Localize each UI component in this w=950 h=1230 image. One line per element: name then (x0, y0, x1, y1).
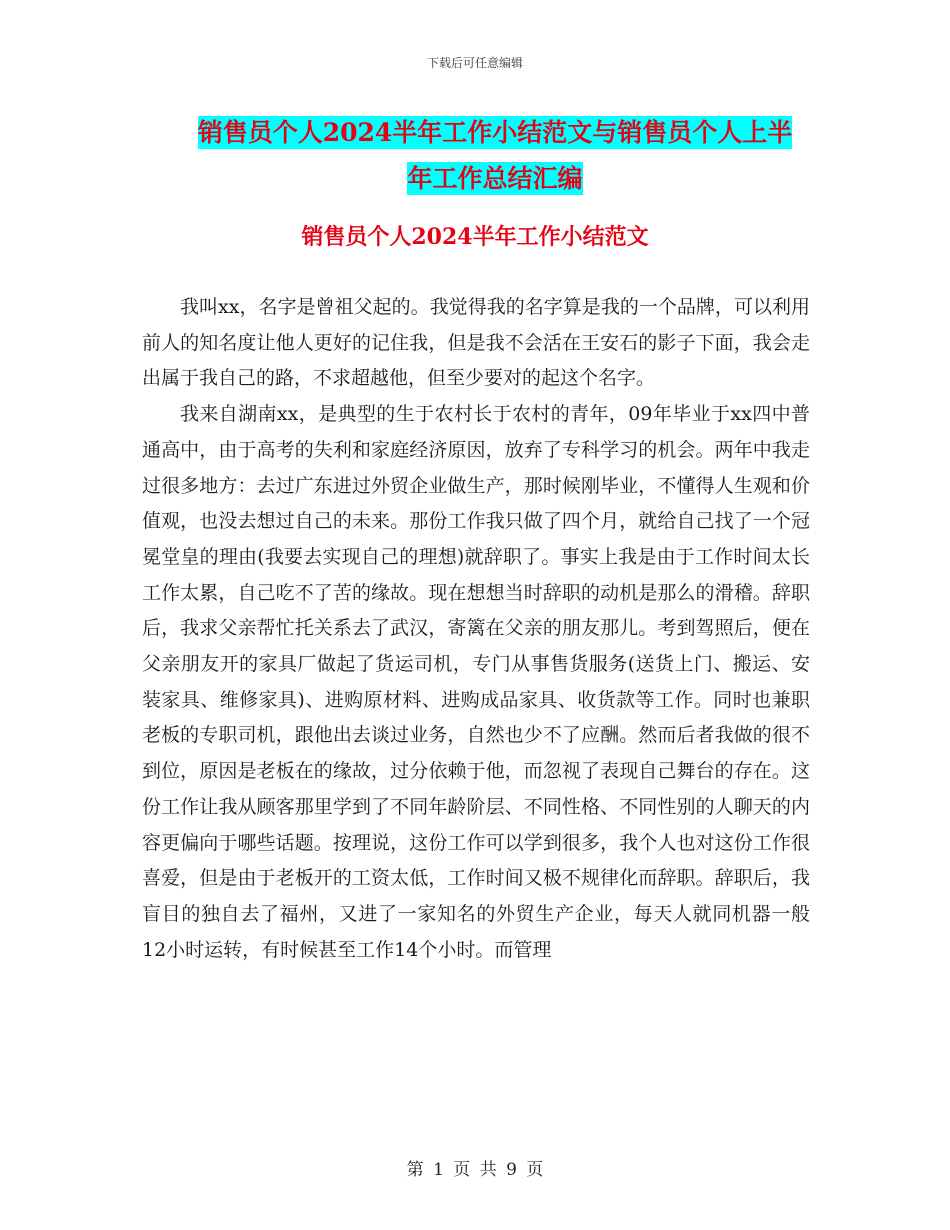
document-title-line-2: 年工作总结汇编 (407, 164, 583, 193)
paragraph: 我叫xx，名字是曾祖父起的。我觉得我的名字算是我的一个品牌，可以利用前人的知名度让他人更好的记住我，但是我不会活在王安石的影子下面，我会走出属于我自己的路，不求超越他，但至少要对的起这个名字。 (142, 296, 810, 390)
document-title (150, 110, 840, 202)
body-text (142, 290, 810, 968)
document-title-line-1: 销售员个人2024半年工作小结范文与销售员个人上半 (197, 118, 793, 147)
section-title: 销售员个人2024半年工作小结范文 (301, 224, 649, 250)
header-note: 下载后可任意编辑 (426, 56, 523, 70)
page-footer: 第 1 页 共 9 页 (406, 1160, 544, 1180)
paragraph: 我来自湖南xx，是典型的生于农村长于农村的青年，09年毕业于xx四中普通高中，由于高考的失利和家庭经济原因，放弃了专科学习的机会。两年中我走过很多地方：去过广东进过外贸企业做生产，那时候刚毕业，不懂得人生观和价值观，也没去想过自己的未来。那份工作我只做了四个月，就给自己找了一个冠冕堂皇的理由(我要去实现自己的理想)就辞职了。事实上我是由于工作时间太长工作太累，自己吃不了苦的缘故。现在想想当时辞职的动机是那么的滑稽。辞职后，我求父亲帮忙托关系去了武汉，寄篱在父亲的朋友那儿。考到驾照后，便在父亲朋友开的家具厂做起了货运司机，专门从事售货服务(送货上门、搬运、安装家具、维修家具)、进购原材料、进购成品家具、收货款等工作。同时也兼职老板的专职司机，跟他出去谈过业务，自然也少不了应酬。然而后者我做的很不到位，原因是老板在的缘故，过分依赖于他，而忽视了表现自己舞台的存在。这份工作让我从顾客那里学到了不同年龄阶层、不同性格、不同性别的人聊天的内容更偏向于哪些话题。按理说，这份工作可以学到很多，我个人也对这份工作很喜爱，但是由于老板开的工资太低，工作时间又极不规律化而辞职。辞职后，我盲目的独自去了福州，又进了一家知名的外贸生产企业，每天人就同机器一般12小时运转，有时候甚至工作14个小时。而管理 (142, 403, 810, 961)
